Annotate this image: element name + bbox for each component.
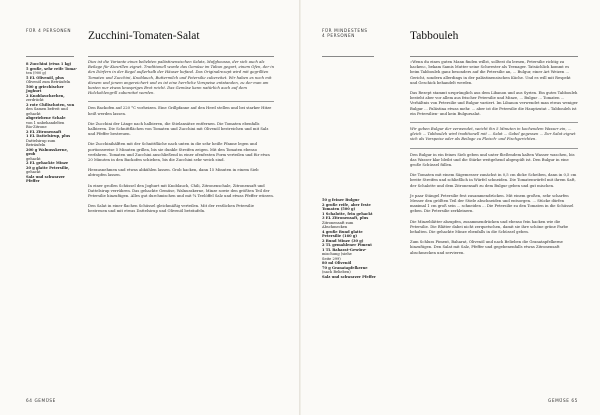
ingredient-item: 2 EL Zitronensaft (26, 129, 62, 134)
method-step: Herausnehmen und etwas abkühlen lassen. Grob hacken, dann 15 Minuten in einem Sieb abtropfen lassen. (88, 168, 259, 178)
ingredient-rule (26, 56, 74, 57)
ingredient-item: 4 große Bund glatte (322, 229, 363, 234)
ingredient-item: von 1 unbehandelten (26, 120, 65, 125)
ingredient-item: 3 EL Zitronensaft, plus (322, 216, 369, 220)
method-steps (410, 153, 578, 256)
ingredient-item: den Samen befreit und (26, 107, 68, 111)
ingredient-item: Salz und schwarzer Pfeffer (26, 174, 65, 183)
ingredient-item: zerdrückt (26, 98, 44, 102)
ingredient-item: mischung (siehe (322, 252, 352, 256)
method-step: Die Tomaten mit einem Sägemesser zunächst in 0,5 cm dicke Scheiben, dann in 0,5 cm breite Streifen und schließlich in Würfel schneiden. Die Tomatenwürfel mit ihrem Saft, der Schalotte und dem Zitronensaft zu dem Bulgur geben und gut mischen. (410, 173, 577, 188)
recipe-title: Tabbouleh (410, 30, 459, 42)
ingredient-item: gehackt (26, 156, 41, 161)
serves-label: FÜR MINDESTENS 4 PERSONEN (322, 28, 368, 39)
ingredient-item: Tomaten (500 g) (322, 207, 356, 211)
ingredient-rule (322, 56, 374, 57)
ingredient-item: 20 g glatte Petersilie, (26, 165, 70, 170)
serves-label: FÜR 4 PERSONEN (26, 28, 72, 33)
ingredient-item: 1 EL Dattelsirup, plus (26, 134, 71, 138)
ingredient-item: Salz und schwarzer Pfeffer (322, 274, 376, 279)
intro-rule (410, 56, 578, 57)
method-step: Die Zucchinihälften mit der Schnittfläche nach unten in die sehr heiße Pfanne legen und portionsweise 5 Minuten grillen, bis sie dunkle Streifen zeigen. Mit den Tomaten ebenso verfahren. Tomaten und Zucchini anschließend in einer ofenfesten Form verteilen und für etwa 20 Minuten in den Backofen schieben, bis die Zucchini sehr weich sind. (88, 142, 270, 163)
ingredient-item: 80 ml Olivenöl (322, 261, 352, 265)
section-divider (88, 101, 274, 102)
ingredient-item: 1 Schalotte, fein gehackt (322, 211, 373, 216)
recipe-title: Zucchini-Tomaten-Salat (88, 30, 200, 42)
ingredient-item: gehackt (26, 170, 41, 174)
recipe-note: Wir geben Bulgur der verwendet, weicht ihn 5 Minuten in kochendem Wasser ein, ... gleich ... Tabbouleh wird traditionell mit ... Salat ... Gabel gegessen ... Der Salat eignet sich als Vorspeise oder als Beilage zu Fleisch- und Fischgerichten. (410, 127, 576, 142)
ingredient-item: Zitronensaft zum (322, 220, 354, 225)
method-step: Den Backofen auf 220 °C vorheizen. Eine Grillpfanne auf den Herd stellen und bei starker Hitze heiß werden lassen. (88, 106, 272, 116)
ingredient-item: 5 große, sehr reife Toma- (26, 66, 78, 71)
ingredient-item: 500 g griechischer Joghurt (26, 84, 64, 93)
page-folio: 64 GEMÜSE (26, 398, 56, 403)
ingredient-item: 2 Knoblauchzehen, (26, 93, 65, 98)
ingredient-item: gehackt (26, 111, 41, 116)
ingredient-item: 50 g feiner Bulgur (322, 198, 360, 202)
ingredient-item: Dattelsirup zum (26, 138, 56, 143)
method-step: Den Salat in einer flachen Schüssel gleichmäßig verteilen. Mit der restlichen Petersilie bestreuen und mit etwas Dattelsirup und Olivenöl beträufeln. (88, 204, 254, 214)
method-step: Die Minzeblätter abzupfen, zusammendrücken und ebenso fein hacken wie die Petersilie. Die Blätter dabei nicht zerquetschen, damit sie ihre schöne grüne Farbe behalten. Die gehackte Minze ebenfalls in die Schüssel geben. (410, 219, 569, 235)
recipe-intro: Dies ist die Variante eines beliebten palästinensischen Salats, Mafghoussa, der sich auch als Beilage für Kiesrillen eignet. Traditionell wurde das Gemüse im Tabun gegart, einem Ofen, der in den Dörfern in der Regel außerhalb der Häuser befand. Das Originalrezept wird mit gegrillten Tomaten und Zucchini, Knoblauch, Buttermilch und Petersilie zubereitet. Wir haben es noch mit diesem und jenem angereichert und es ist eine herrliche Vorspeise entstanden, zu der man am besten nur etwas knuspriges Brot reicht. Das Gemüse kann natürlich auch auf dem Holzkohlengrill zubereitet werden. (88, 60, 274, 96)
ingredient-item: 2 rote Chilischoten, von (26, 102, 75, 107)
ingredient-item: (nach Belieben) (322, 270, 351, 274)
ingredient-item: 70 g Granatapfelkerne (322, 265, 368, 270)
ingredient-item: 2 EL gehackte Minze (26, 161, 69, 165)
ingredient-item: Bio-Zitrone (26, 125, 47, 129)
ingredient-item: Seite 299) (322, 256, 341, 261)
ingredient-item: 2 große reife, aber feste (322, 202, 371, 207)
section-divider (410, 148, 578, 149)
section-divider (410, 122, 578, 123)
ingredient-item: 1 TL Baharat-Gewürz- (322, 247, 367, 252)
right-page (300, 0, 600, 415)
recipe-intro-1: »Wenn du eines guten Mann finden willst, solltest du lernen, Petersilie richtig zu hacken«, bekam Samis Mutter seine Schwester als Teenager. Tatsächlich kommt es beim Tabbouleh ganz besonders auf die Petersilie an, ... Bulgur, einer Art Weizen ... Gericht, sondern allerdings in der palästinensischen Küche. Und es will mit Respekt und Geschick behandelt werden. (410, 60, 571, 85)
method-step: In einer großen Schüssel den Joghurt mit Knoblauch, Chili, Zitronenschale, Zitronensaft und Dattelsirup verrühren. Das gehackte Gemüse, Walnusskerne, Minze sowie den größten Teil der Petersilie hinzufügen. Alles gut durchmischen und mit ¾ Teelöffel Salz und etwas Pfeffer würzen. (88, 183, 274, 199)
method-steps (88, 106, 274, 214)
ingredient-item: abgeriebene Schale (26, 116, 66, 120)
ingredient-item: Petersilie (160 g) (322, 234, 358, 238)
ingredient-item: Beträufeln (26, 143, 46, 147)
ingredient-item: 8 Zucchini (etwa 1 kg) (26, 62, 72, 66)
recipe-body (88, 60, 274, 220)
ingredient-item: 2 TL gemahlener Piment (322, 243, 372, 247)
ingredient-list (26, 62, 78, 184)
page-folio: GEMÜSE 65 (548, 398, 578, 403)
recipe-intro-2: Das Rezept stammt ursprünglich aus dem Libanon und aus Syrien. Ein gutes Tabbouleh besteht aber vor allem aus frischer Petersilie und Minze, ... Bulgur ... Tomaten ... Verhältnis von Petersilie und Bulgur variiert. Im Libanon verwendet man etwas weniger Bulgur ... Palästina etwas mehr. ... aber ist die Petersilie die Hauptzutat – Tabbouleh ist ein Petersilien- und kein Bulgursalat. (410, 91, 578, 116)
ingredient-list (322, 198, 380, 279)
method-step: Je paar Stängel Petersilie fest zusammendrücken. Mit einem großen, sehr scharfen Messer den größten Teil der Stiele abschneiden und entsorgen. ... Stücke dürfen maximal 1 cm groß sein ... schneiden ... Die Petersilie zu den Tomaten in die Schüssel geben. Die Petersilie zerkleinern. (410, 193, 574, 214)
intro-rule (88, 56, 274, 57)
ingredient-item: 2 Bund Minze (30 g) (322, 238, 364, 243)
ingredient-item: 200 g Walnusskerne, grob (26, 147, 69, 156)
method-step: Den Bulgur in ein feines Sieb geben und unter fließendem kalten Wasser waschen, bis das Wasser klar bleibt und die Stärke weitgehend abgespült ist. Den Bulgur in eine große Schüssel füllen. (410, 152, 575, 168)
method-step: Die Zucchini der Länge nach halbieren, die Stielansätze entfernen. Die Tomaten ebenfalls halbieren. Die Schnittflächen von Tomaten und Zucchini mit Olivenöl bestreichen und mit Salz und Pfeffer bestreuen. (88, 121, 269, 137)
ingredient-item: ten (900 g) (26, 71, 47, 75)
ingredient-item: Abschmecken (322, 225, 348, 229)
method-step: Zum Schluss Piment, Baharat, Olivenöl und nach Belieben die Granatapfelkerne hinzufügen. Den Salat mit Salz, Pfeffer und gegebenenfalls etwas Zitronensaft abschmecken und servieren. (410, 240, 563, 255)
ingredient-item: Olivenöl zum Beträufeln (26, 80, 71, 84)
ingredient-item: 5 EL Olivenöl, plus (26, 75, 64, 80)
recipe-body (410, 60, 578, 261)
